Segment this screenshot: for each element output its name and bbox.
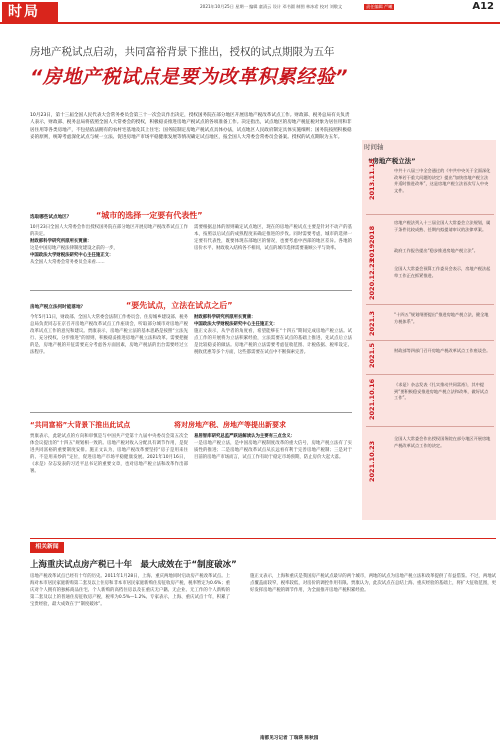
timeline-text: 中共十八届三中全会通过的《中共中央关于全面深化改革若干重大问题的决定》提出“加快房地产税立法并适时推进改革”，这是房地产税立法首次写入中央文件。 [394,168,491,193]
related-col1: 房地产税改革试点已经有十年的历史。2011年1月28日，上海、重庆两地同时启动房产税改革试点。上海对本市居民家庭新购第二套及以上住房和非本市居民家庭新购住房征收房产税，税率暂定为0.6%；重庆对个人拥有的独栋商品住宅、个人新购的高档住房以及在重庆无户籍、无企业、无工作的个人新购的第二套及以上的普通住房征收房产税，税率为0.5%—1.2%。专家表示，上海、重庆试点十年，积累了宝贵经验，最大成效在于“制度破冰”。 [30,574,230,607]
divider [30,290,352,291]
section1-col2: 需要根据总体的原则确定试点地区，现在的房地产税试点主要是针对不动产的基本，按照以后试点的成熟程度来确定推进的步伐。同时需要考虑，城市的选择一定要有代表性，既要体现东部地区的情况，也要考虑中西部的地区差异。各地的房价水平、财政收入结构各不相同，试点的城市选择需要兼顾公平与效率。 [194,225,352,251]
masthead-rule [0,22,500,24]
article-lead: 10月23日，第十三届全国人民代表大会常务委员会第三十一次会议作出决定，授权国务院在部分地区开展房地产税改革试点工作。财政部、税务总局有关负责人表示，财政部、税务总局将依照全国人大常委会的授权，积极稳妥推进房地产税试点的各项准备工作。决定指出，试点地区的房地产税征税对象为居住用和非居住用等各类房地产，不包括依法拥有的农村宅基地及其上住宅；国务院制定房地产税试点具体办法，试点地区人民政府制定具体实施细则；国务院按照积极稳妥的原则，统筹考虑深化试点与统一立法、促进房地产市场平稳健康发展等情况确定试点地区，报全国人大常委会常委员会备案。授权的试点期限为五年。 [30,113,352,141]
timeline-date: 2021.5 [368,342,376,368]
section1-question: 选取哪些试点地区？ [30,215,72,220]
timeline-sidebar [362,140,496,520]
section3-col1: 贾康表示，此轮试点的方向和审慎是与中国共产党第十九届中央委员会第五次全体会议提出的“十四五”规划相一致的。房地产税对收入分配具有调节作用，是促进共同富裕的重要制度安排。施正文认为，房地产税改革要坚持“房子是用来住的、不是用来炒的”定位，促进房地产市场平稳健康发展。2021年10月16日，《求是》杂志发表的习近平总书记的重要文章，也对房地产税立法和改革作出部署。 [30,434,188,474]
timeline-divider [366,304,494,305]
byline: 南都见习记者 丁瑞瑛 陈秋园 [260,736,319,741]
timeline-text: 全国人大常委会预算工作委员会表示，房地产税法起草工作正在抓紧推进。 [394,266,491,278]
timeline-text: 财政部等四部门召开房地产税改革试点工作座谈会。 [394,348,491,353]
masthead [0,0,500,24]
masthead-editors: 责任编辑 严曦 [366,4,393,9]
timeline-divider [366,426,494,427]
timeline-date: 2018 [368,225,376,244]
timeline-text: 《求是》杂志发表《扎实推动共同富裕》，其中提到“要积极稳妥推进房地产税立法和改革，做好试点工作”。 [394,382,489,401]
timeline-subtitle: “房地产税立法” [368,157,416,165]
timeline-date: 2019 [368,243,376,262]
divider [30,412,352,413]
timeline-text: 全国人大常委会作出授权国务院在部分地区开展房地产税改革试点工作的决定。 [394,436,491,448]
timeline-text: “十四五”规划纲要提出“推进房地产税立法，健全地方税体系”。 [394,312,489,324]
section1-col1: 10月23日全国人大常委会作出授权国务院在部分地区开展房地产税改革试点工作的决定。 财政部科学研究所原所长贾康： 这是中国房地产税法律制度建设之前的一步， 中国政法大学财税法研究中心主任施正文： 从全国人大常委会常务委员会来看…… [30,225,188,265]
article-kicker: 房地产税试点启动，共同富裕背景下推出，授权的试点期限为五年 [30,46,335,58]
timeline-divider [366,340,494,341]
timeline-title: 时间轴 [364,143,384,151]
article-headline: “房地产税试点是要为改革积累经验” [30,66,348,88]
section-tab: 时局 [2,2,58,22]
timeline-text: 房地产税法列入十三届全国人大常委会立法规划，属于条件比较成熟、任期内拟提请审议的法律草案。 [394,220,491,232]
section3-title2: 将对房地产税、房地产等提出新要求 [174,421,286,429]
related-divider [30,538,496,539]
timeline-divider [366,374,494,375]
timeline-date: 2021.10.16 [368,378,376,420]
timeline-date: 2021.3 [368,310,376,336]
page-number: A12 [472,1,494,12]
timeline-text: 政府工作报告提出“稳步推进房地产税立法”。 [394,248,478,253]
masthead-meta: 2021年10月25日 星期一 编辑 童清云 设计 邓书圆 制图 林冰希 校对 刘敬文 [200,4,343,9]
section2-col2: 财政部科学研究所原所长贾康： 中国政法大学财税法研究中心主任施正文： 施正文表示，从学者的角度看，希望能够在“十四五”期间完成房地产税立法。试点工作的开展将为立法积累经验，立法需要在试点的基础上推进，先试点后立法是比较稳妥的做法。房地产税的立法需要考虑征收范围、计税依据、税率设定、税收优惠等多个方面，这些都需要在试点中不断探索完善。 [194,315,352,355]
timeline-date: 2021.10.23 [368,440,376,482]
section3-col2: 易居智库研究总监严跃进解读认为主要有三点含义： 一是房地产税立法，是中国房地产税制度改革的重大信号，房地产税立法有了实质性的推进；二是房地产税改革试点从长远看有利于完善房地产税制；三是对于目前的房地产市场而言，试点工作有助于稳定市场预期，防止房价大起大落。 [194,434,352,460]
timeline-date: 2013.11.15 [368,158,376,200]
timeline-date: 2020.12.23 [368,258,376,300]
related-col2: 施正文表示，上海和重庆是我国房产税试点最早的两个城市，两地的试点为房地产税立法和改革提供了有益借鉴。不过，两地试点覆盖面较窄，税率较低，对房价的调控作用有限。贾康认为，此次试点在总结上海、重庆经验的基础上，将扩大征收范围，更好发挥房地产税的调节作用，为全面推开房地产税积累经验。 [250,574,496,593]
section2-col1: 今年5月11日，财政部、全国人大常委会法制工作委员会、住房城乡建设部、税务总局负责同志在京召开房地产税改革试点工作座谈会，听取部分城市对房地产税改革试点工作的意见和建议。贾康表示，房地产税立法的基本思路是按照“立法先行、充分授权、分步推进”的原则，积极稳妥推进房地产税立法和改革。需要把握的是，房地产税的开征需要充分考虑各方面因素，房地产税法的出台需要经过立法程序。 [30,315,188,355]
section3-title: “共同富裕”大背景下推出此试点 [30,421,131,429]
related-label: 相关新闻 [30,542,64,553]
section2-question: 房地产税立法何时能落地？ [30,305,86,310]
related-title: 上海重庆试点房产税已十年 最大成效在于“制度破冰” [30,560,237,570]
section2-title: “要先试点，立法在试点之后” [126,301,233,310]
section1-title: “城市的选择一定要有代表性” [96,211,203,220]
timeline-divider [366,214,494,215]
